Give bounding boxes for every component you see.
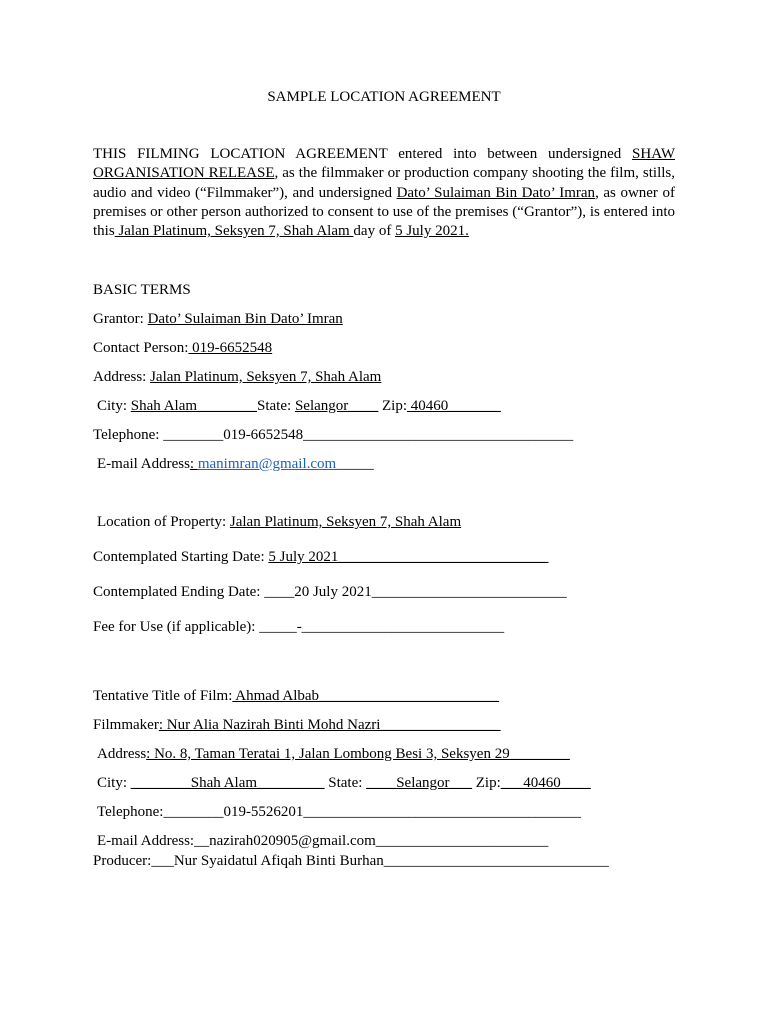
location-label: Location of Property: <box>97 514 230 530</box>
location-value: Jalan Platinum, Seksyen 7, Shah Alam <box>229 514 462 530</box>
start-value: 5 July 2021____________________________ <box>268 549 549 565</box>
grantor-line <box>93 310 343 328</box>
state-label: State: <box>257 398 295 414</box>
contact-value: 019-6652548 <box>188 340 273 356</box>
location-name: Jalan Platinum, Seksyen 7, Shah Alam <box>114 223 354 240</box>
film-title-line <box>93 687 499 705</box>
filmmaker-email-label: E-mail Address: <box>97 833 195 849</box>
state-value: Selangor____ <box>294 398 379 414</box>
basic-terms-heading: BASIC TERMS <box>93 282 191 298</box>
starting-date-line <box>93 548 548 566</box>
fee-value: _____-___________________________ <box>259 619 505 635</box>
filmmaker-value: : Nur Alia Nazirah Binti Mohd Nazri________________ <box>158 717 501 733</box>
zip-value: 40460_______ <box>407 398 501 414</box>
telephone-label: Telephone: <box>93 427 164 443</box>
agreement-date: 5 July 2021. <box>395 223 469 240</box>
address-value: Jalan Platinum, Seksyen 7, Shah Alam <box>150 369 382 385</box>
start-label: Contemplated Starting Date: <box>93 549 269 565</box>
email-separator: : <box>189 456 198 472</box>
address-label: Address: <box>93 369 151 385</box>
document-title: SAMPLE LOCATION AGREEMENT <box>267 89 501 105</box>
filmmaker-city-label: City: <box>97 775 131 791</box>
filmmaker-city-value: ________Shah Alam_________ <box>130 775 325 791</box>
end-label: Contemplated Ending Date: <box>93 584 265 600</box>
intro-text: , as owner of premises or other person authorized to consent to use of the premises (“Grantor”), is entered into this <box>93 184 675 240</box>
city-state-zip-line <box>97 397 501 415</box>
filmmaker-address-value: : No. 8, Taman Teratai 1, Jalan Lombong Besi 3, Seksyen 29________ <box>146 746 570 762</box>
filmmaker-telephone-line <box>97 803 581 821</box>
producer-line <box>93 852 609 870</box>
company-name: SHAW ORGANISATION RELEASE <box>93 146 675 182</box>
email-label: E-mail Address <box>97 456 190 472</box>
filmmaker-state-label: State: <box>324 775 367 791</box>
email-line <box>97 455 374 473</box>
end-value: ____20 July 2021__________________________ <box>264 584 567 600</box>
zip-label: Zip: <box>382 398 408 414</box>
filmmaker-city-state-zip-line <box>97 774 591 792</box>
filmmaker-email-line <box>97 832 548 850</box>
filmmaker-label: Filmmaker <box>93 717 159 733</box>
telephone-value: ________019-6652548____________________________________ <box>163 427 574 443</box>
film-title-value: Ahmad Albab________________________ <box>232 688 500 704</box>
contact-label: Contact Person: <box>93 340 189 356</box>
filmmaker-telephone-value: ________019-5526201_____________________________________ <box>163 804 581 820</box>
filmmaker-address-label: Address <box>97 746 147 762</box>
city-label: City: <box>97 398 131 414</box>
owner-name: Dato’ Sulaiman Bin Dato’ Imran <box>396 184 596 201</box>
intro-text: day of <box>353 223 396 240</box>
filmmaker-telephone-label: Telephone: <box>97 804 164 820</box>
fee-label: Fee for Use (if applicable): <box>93 619 260 635</box>
filmmaker-line <box>93 716 500 734</box>
filmmaker-address-line <box>97 745 570 763</box>
filmmaker-email-value: __nazirah020905@gmail.com_______________________ <box>194 833 549 849</box>
intro-paragraph <box>93 145 675 241</box>
fee-line <box>93 618 504 636</box>
producer-value: ___Nur Syaidatul Afiqah Binti Burhan______________________________ <box>151 853 609 869</box>
producer-label: Producer: <box>93 853 152 869</box>
email-link[interactable]: manimran@gmail.com <box>197 456 337 472</box>
grantor-value: Dato’ Sulaiman Bin Dato’ Imran <box>147 311 343 327</box>
ending-date-line <box>93 583 567 601</box>
film-title-label: Tentative Title of Film: <box>93 688 233 704</box>
intro-text: THIS FILMING LOCATION AGREEMENT entered into between undersigned <box>93 146 622 162</box>
address-line <box>93 368 381 386</box>
contact-person-line <box>93 339 272 357</box>
filmmaker-zip-label: Zip: <box>472 775 501 791</box>
filmmaker-state-value: ____Selangor___ <box>366 775 473 791</box>
telephone-line <box>93 426 573 444</box>
filmmaker-zip-value: ___40460____ <box>500 775 591 791</box>
email-trailing-line: _____ <box>336 456 374 472</box>
location-of-property-line <box>97 513 461 531</box>
grantor-label: Grantor: <box>93 311 148 327</box>
city-value: Shah Alam________ <box>130 398 258 414</box>
intro-text: , as the filmmaker or production company shooting the film, stills, audio and video (“Filmmaker”), and undersigned <box>93 165 675 201</box>
